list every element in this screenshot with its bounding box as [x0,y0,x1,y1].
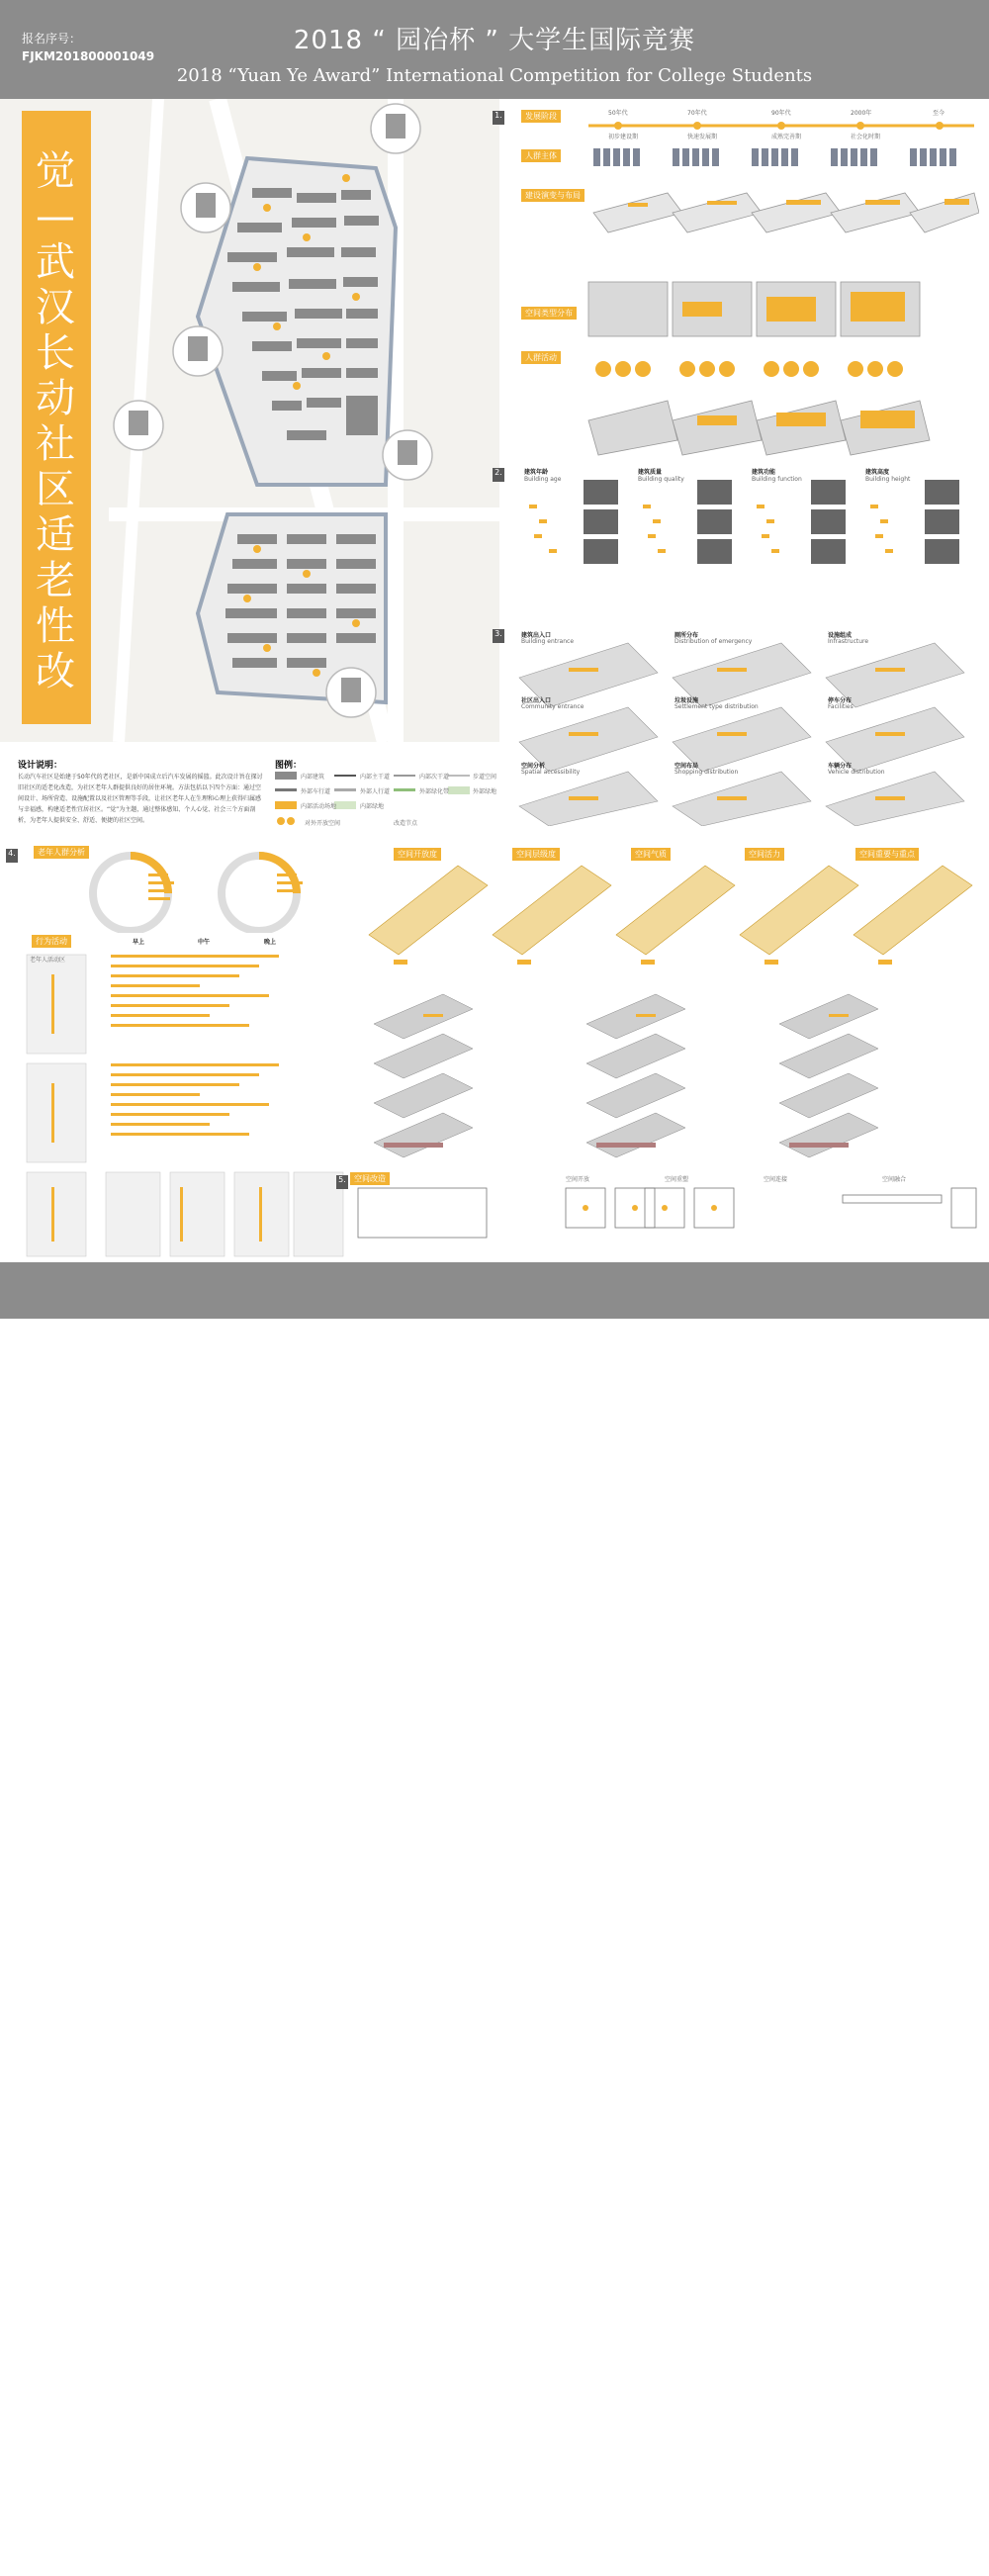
title-char: 改 [36,649,75,694]
legend-10: 内部绿地 [360,803,385,810]
tab-openness: 空间开放度 [394,848,441,861]
b-age-title: 建筑年龄 [524,469,549,476]
renovation-panel [348,1170,979,1259]
building-analysis-panel [509,465,979,623]
b-quality-title: 建筑质量 [638,469,663,476]
c-title-2: 厕所分布 [674,632,699,639]
elderly-stats-panel [22,844,358,933]
section-1-marker: 1. [493,111,504,125]
mode-1: 空间开放 [566,1176,590,1183]
b-height-sub: Building height [865,476,911,483]
c-sub-4: Community entrance [521,703,584,710]
legend-11: 对外开放空间 [305,820,341,827]
legend-3: 内部次干道 [419,774,450,781]
competition-title-en: 2018 “Yuan Ye Award” International Competition for College Students [176,65,813,86]
build-label: 建设演变与布局 [521,189,584,202]
legend-7: 外部绿化带 [419,788,450,795]
timeline-graphic [509,104,979,460]
mode-3: 空间连接 [764,1176,788,1183]
activity-graphic [22,935,346,1261]
layer-diagrams-graphic [364,984,979,1167]
people-label: 人群主体 [521,149,561,162]
c-sub-3: Infrastructure [828,638,869,645]
phase-2: 快速发展期 [687,134,718,140]
activity-label: 人群活动 [521,351,561,364]
time-noon: 中午 [198,939,211,946]
title-char: — [36,194,75,239]
watermark-cn: 中国风景园林网 [825,2533,963,2557]
title-char: 武 [36,239,75,285]
b-function-title: 建筑功能 [752,469,776,476]
b-quality-sub: Building quality [638,476,684,483]
title-char: 区 [36,467,75,512]
header-bar [0,0,989,99]
space-label: 空间类型分布 [521,307,577,320]
watermark-en: WORLDSCAPE [812,2554,969,2576]
c-title-4: 社区出入口 [521,697,552,704]
legend-2: 内部主干道 [360,774,391,781]
activity-tab: 行为活动 [32,935,71,948]
tab-hierarchy: 空间层级度 [512,848,560,861]
b-function-sub: Building function [752,476,802,483]
design-notes-text: 长动汽车社区是始建于50年代的老社区，是新中国成立后汽车发展的摇篮。此次设计旨在探讨旧社区的适老化改造，为社区老年人群提供良好的居住环境。方法包括以下四个方面：通过空间设计、场所营造、设施配置以及社区管理等手段，让社区老年人在生理和心理上获得归属感与幸福感，构建适老性宜居社区。“觉”为主题，通过整体感知、个人心觉、社会三个方面剖析，为老年人提供安全、舒适、便捷的社区空间。 [18,774,263,824]
title-char: 觉 [36,148,75,194]
legend-title: 图例： [275,761,303,771]
community-analysis-graphic [509,628,979,826]
b-height-title: 建筑高度 [865,469,890,476]
phase-1: 初步建设期 [608,134,639,140]
legend-5: 外部车行道 [301,788,331,795]
mode-2: 空间重塑 [665,1176,689,1183]
title-char: 汉 [36,285,75,330]
timeline-panel [509,104,979,460]
registration-number: FJKM201800001049 [22,49,155,63]
c-sub-2: Distribution of emergency [674,638,753,645]
stats-title: 老年人群分析 [34,846,89,859]
section-4-marker: 4. [6,849,18,863]
c-title-5: 垃圾设施 [674,697,699,704]
legend-12: 改造节点 [394,820,418,827]
c-sub-5: Settlement type distribution [674,703,759,710]
era-2: 70年代 [687,110,707,117]
c-title-1: 建筑出入口 [521,632,552,639]
section-3-marker: 3. [493,629,504,643]
legend-6: 外部人行道 [360,788,391,795]
footer-bar [0,1262,989,2576]
tab-vitality: 空间活力 [745,848,784,861]
c-sub-7: Spatial accessibility [521,769,581,776]
title-char: 动 [36,376,75,421]
c-title-8: 空间布局 [674,763,699,770]
section-2-marker: 2. [493,468,504,482]
section-5-marker: 5. [336,1175,348,1189]
layer-diagrams-panel [364,984,979,1167]
title-char: 性 [36,603,75,649]
legend-8: 外部绿地 [473,788,497,795]
design-notes-title: 设计说明： [18,761,63,771]
mode-4: 空间融合 [882,1176,907,1183]
c-sub-8: Shopping distribution [674,769,739,776]
c-title-6: 停车分布 [828,697,853,704]
title-char: 长 [36,330,75,376]
space-analysis-graphic [364,846,979,984]
era-1: 50年代 [608,110,628,117]
legend-9: 内部活动场地 [301,803,337,810]
c-sub-9: Vehicle distribution [828,769,885,776]
renovation-label: 空间改造 [350,1172,390,1185]
title-char: 老 [36,558,75,603]
b-age-sub: Building age [524,476,562,483]
c-title-9: 车辆分布 [828,763,853,770]
old-people-label: 老年人活动区 [30,957,66,964]
legend-1: 内部建筑 [301,774,325,781]
c-sub-1: Building entrance [521,638,575,645]
title-char: 适 [36,512,75,558]
activity-panel [22,935,346,1261]
legend-panel [275,772,502,841]
phase-3: 成熟完善期 [771,134,802,140]
space-analysis-panel [364,846,979,984]
c-title-7: 空间分析 [521,763,546,770]
era-4: 2000年 [851,110,872,117]
title-char: 社 [36,421,75,467]
dev-stage-label: 发展阶段 [521,110,561,123]
c-title-3: 设施组成 [828,632,853,639]
time-evening: 晚上 [264,939,277,946]
project-title [30,148,81,694]
phase-4: 社会化时期 [851,134,881,140]
legend-4: 步道空间 [473,774,497,781]
building-analysis-graphic [509,465,979,623]
era-3: 90年代 [771,110,791,117]
community-analysis-panel [509,628,979,826]
time-morning: 早上 [133,939,145,946]
elderly-stats-graphic [22,844,358,933]
era-5: 至今 [933,110,945,117]
registration-label: 报名序号： [22,32,82,46]
renovation-graphic [348,1170,979,1259]
c-sub-6: Facilities [828,703,854,710]
competition-title-cn: 2018 “ 园冶杯 ” 大学生国际竞赛 [293,26,696,55]
tab-importance: 空间重要与重点 [855,848,919,861]
tab-atmosphere: 空间气质 [631,848,671,861]
